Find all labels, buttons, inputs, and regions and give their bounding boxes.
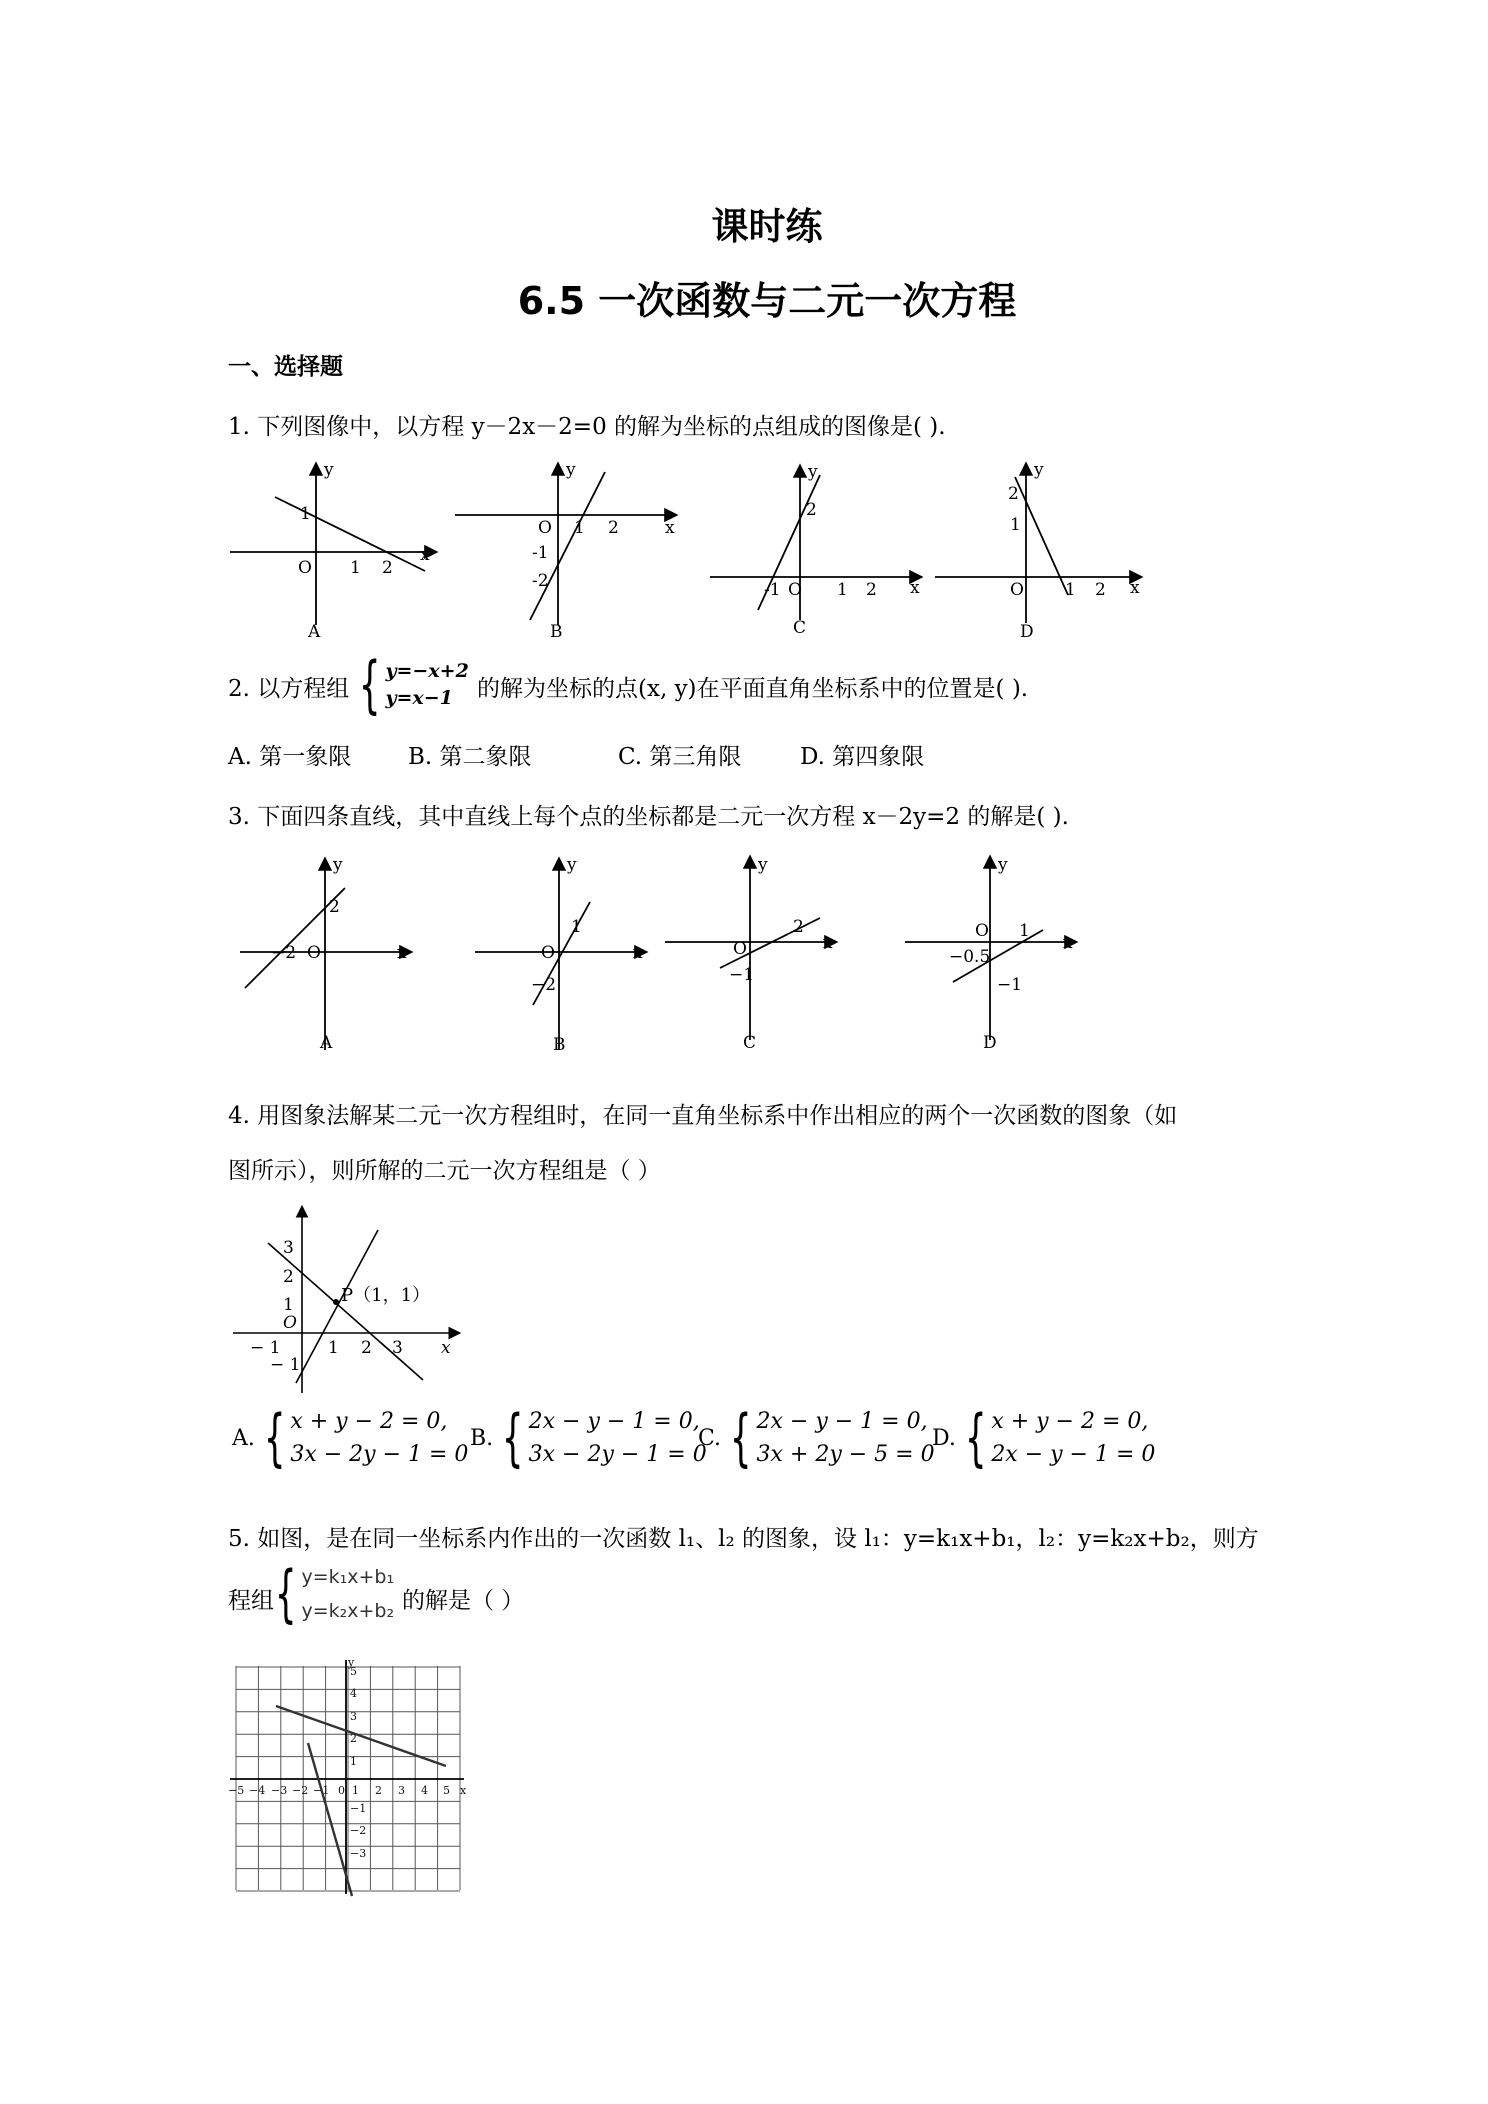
svg-text:− 1: − 1	[250, 1338, 281, 1358]
svg-text:1: 1	[571, 917, 582, 937]
q1-graph-c	[710, 467, 920, 620]
svg-text:−0.5: −0.5	[949, 947, 991, 967]
svg-text:1: 1	[352, 1784, 359, 1797]
svg-text:x: x	[633, 943, 643, 963]
question-4-line-1: 4. 用图象法解某二元一次方程组时，在同一直角坐标系中作出相应的两个一次函数的图象（如	[228, 1103, 1178, 1129]
q4-a-eq2: 3x − 2y − 1 = 0	[290, 1442, 469, 1467]
svg-text:O: O	[733, 939, 747, 959]
brace-icon: {	[263, 1401, 286, 1474]
q3-graph-b	[475, 860, 645, 1050]
q4-d-eq1: x + y − 2 = 0,	[991, 1409, 1149, 1434]
q1-graph-d	[935, 465, 1140, 623]
svg-text:−5: −5	[228, 1784, 245, 1797]
q3-label-a: A	[320, 1033, 333, 1053]
svg-text:y: y	[1034, 460, 1044, 480]
svg-text:O: O	[307, 943, 321, 963]
brace-icon: {	[274, 1557, 297, 1630]
svg-text:-2: -2	[532, 571, 549, 591]
svg-text:−2: −2	[271, 943, 297, 963]
q1-label-b: B	[550, 622, 563, 640]
q1-graph-a	[230, 465, 435, 625]
svg-text:2: 2	[375, 1784, 382, 1797]
question-3-text: 3. 下面四条直线，其中直线上每个点的坐标都是二元一次方程 x－2y=2 的解是( ).	[228, 804, 1069, 830]
svg-text:x: x	[823, 933, 833, 953]
svg-text:−1: −1	[729, 965, 755, 985]
question-1-graphs	[220, 455, 1180, 640]
svg-text:2: 2	[1008, 484, 1019, 504]
svg-text:O: O	[975, 921, 989, 941]
q4-option-c	[698, 1401, 935, 1474]
svg-text:O: O	[1010, 580, 1024, 600]
q1-graph-b	[455, 465, 675, 625]
svg-text:x: x	[397, 943, 407, 963]
brace-icon: {	[729, 1401, 752, 1474]
svg-text:−1: −1	[997, 975, 1023, 995]
q2-eq1: y=−x+2	[385, 660, 469, 682]
q2-eq2: y=x−1	[385, 687, 453, 709]
svg-text:-1: -1	[764, 580, 781, 600]
question-2-system	[354, 648, 469, 721]
svg-text:O: O	[788, 580, 802, 600]
svg-text:y: y	[567, 855, 577, 875]
q3-label-d: D	[983, 1033, 997, 1053]
svg-text:2: 2	[350, 1732, 357, 1745]
q4-option-b-label: B.	[470, 1425, 494, 1451]
brace-icon: {	[358, 648, 381, 721]
svg-text:y: y	[333, 855, 343, 875]
svg-text:y: y	[566, 460, 576, 480]
svg-text:1: 1	[300, 504, 311, 524]
svg-text:x: x	[1130, 578, 1140, 598]
svg-text:O: O	[541, 943, 555, 963]
svg-text:O: O	[538, 518, 552, 538]
svg-text:3: 3	[283, 1238, 294, 1258]
brace-icon: {	[502, 1401, 524, 1474]
svg-text:O: O	[298, 558, 312, 578]
q4-b-eq1: 2x − y − 1 = 0,	[528, 1409, 700, 1434]
page-subtitle: 6.5 一次函数与二元一次方程	[517, 279, 1017, 323]
svg-text:y: y	[758, 855, 768, 875]
q4-option-a-label: A.	[232, 1425, 255, 1451]
svg-text:-1: -1	[532, 543, 549, 563]
svg-text:x: x	[665, 518, 675, 538]
svg-text:O: O	[283, 1313, 297, 1333]
svg-text:y: y	[998, 855, 1008, 875]
svg-text:2: 2	[361, 1338, 372, 1358]
svg-text:4: 4	[350, 1687, 357, 1700]
svg-text:1: 1	[283, 1295, 294, 1315]
svg-text:−3: −3	[271, 1784, 288, 1797]
svg-text:5: 5	[350, 1665, 357, 1678]
page-title: 课时练	[711, 205, 823, 248]
section-heading: 一、选择题	[228, 354, 343, 380]
q4-a-eq1: x + y − 2 = 0,	[290, 1409, 448, 1434]
svg-text:2: 2	[283, 1267, 294, 1287]
q2-option-c: C. 第三角限	[618, 744, 742, 770]
q2-option-d: D. 第四象限	[800, 744, 925, 770]
q4-option-b	[470, 1401, 707, 1474]
q4-point-label: P（1，1）	[341, 1285, 431, 1306]
q3-graph-c	[665, 858, 835, 1040]
svg-text:2: 2	[608, 518, 619, 538]
q4-option-d	[932, 1401, 1156, 1474]
svg-text:y: y	[324, 460, 334, 480]
svg-text:1: 1	[837, 580, 848, 600]
svg-text:2: 2	[806, 500, 817, 520]
svg-text:5: 5	[443, 1784, 450, 1797]
question-5-system	[270, 1557, 395, 1630]
question-2-prefix: 2. 以方程组	[228, 676, 350, 702]
question-3-graphs	[225, 850, 1105, 1060]
svg-text:3: 3	[392, 1338, 403, 1358]
svg-text:3: 3	[350, 1710, 357, 1723]
question-5-grid-graph	[228, 1658, 468, 1903]
svg-text:x: x	[441, 1338, 451, 1358]
svg-text:x: x	[460, 1784, 467, 1797]
svg-text:y: y	[348, 1658, 355, 1669]
q5-eq1: y=k₁x+b₁	[301, 1566, 395, 1588]
svg-text:1: 1	[1010, 515, 1021, 535]
svg-text:x: x	[1063, 933, 1073, 953]
svg-text:2: 2	[866, 580, 877, 600]
q4-c-eq2: 3x + 2y − 5 = 0	[756, 1442, 935, 1467]
q5-eq2: y=k₂x+b₂	[301, 1600, 395, 1622]
svg-text:2: 2	[329, 897, 340, 917]
svg-text:2: 2	[793, 917, 804, 937]
svg-text:−2: −2	[531, 975, 557, 995]
q2-option-a: A. 第一象限	[228, 744, 352, 770]
svg-text:0: 0	[338, 1784, 345, 1797]
question-4-line-2: 图所示），则所解的二元一次方程组是（ ）	[228, 1158, 661, 1184]
svg-text:−1: −1	[350, 1802, 367, 1815]
q3-label-c: C	[743, 1033, 757, 1053]
svg-text:1: 1	[350, 1755, 357, 1768]
q1-label-d: D	[1020, 622, 1034, 640]
q4-option-d-label: D.	[932, 1425, 956, 1451]
q3-graph-a	[240, 860, 410, 1050]
q1-label-a: A	[308, 622, 321, 640]
q2-option-b: B. 第二象限	[408, 744, 532, 770]
q4-d-eq2: 2x − y − 1 = 0	[991, 1442, 1156, 1467]
svg-text:−3: −3	[350, 1847, 367, 1860]
svg-text:1: 1	[1019, 921, 1030, 941]
svg-text:−1: −1	[313, 1784, 330, 1797]
question-4-graph	[228, 1205, 468, 1395]
brace-icon: {	[964, 1401, 987, 1474]
svg-text:x: x	[910, 578, 920, 598]
question-5-line-1: 5. 如图，是在同一坐标系内作出的一次函数 l₁、l₂ 的图象，设 l₁：y=k₁x+b₁，l₂：y=k₂x+b₂，则方	[228, 1526, 1259, 1552]
svg-text:−4: −4	[249, 1784, 266, 1797]
svg-text:4: 4	[421, 1784, 428, 1797]
svg-text:2: 2	[1095, 580, 1106, 600]
svg-text:1: 1	[1065, 580, 1076, 600]
svg-text:1: 1	[328, 1338, 339, 1358]
svg-text:1: 1	[574, 518, 585, 538]
svg-text:3: 3	[398, 1784, 405, 1797]
q4-c-eq1: 2x − y − 1 = 0,	[756, 1409, 928, 1434]
question-2-suffix: 的解为坐标的点(x, y)在平面直角坐标系中的位置是( ).	[477, 676, 1029, 702]
question-5-prefix: 程组	[228, 1588, 274, 1614]
question-5-suffix: 的解是（ ）	[402, 1588, 525, 1614]
question-1-text: 1. 下列图像中，以方程 y－2x－2=0 的解为坐标的点组成的图像是( ).	[228, 414, 946, 440]
svg-text:− 1: − 1	[270, 1355, 301, 1375]
q3-label-b: B	[553, 1035, 566, 1055]
q4-option-a	[232, 1401, 469, 1474]
q4-option-c-label: C.	[698, 1425, 722, 1451]
svg-text:x: x	[420, 545, 430, 565]
q4-b-eq2: 3x − 2y − 1 = 0	[528, 1442, 707, 1467]
svg-text:2: 2	[382, 558, 393, 578]
svg-text:−2: −2	[350, 1824, 367, 1837]
svg-text:1: 1	[350, 558, 361, 578]
svg-text:−2: −2	[292, 1784, 309, 1797]
q1-label-c: C	[793, 618, 807, 638]
svg-text:y: y	[808, 462, 818, 482]
